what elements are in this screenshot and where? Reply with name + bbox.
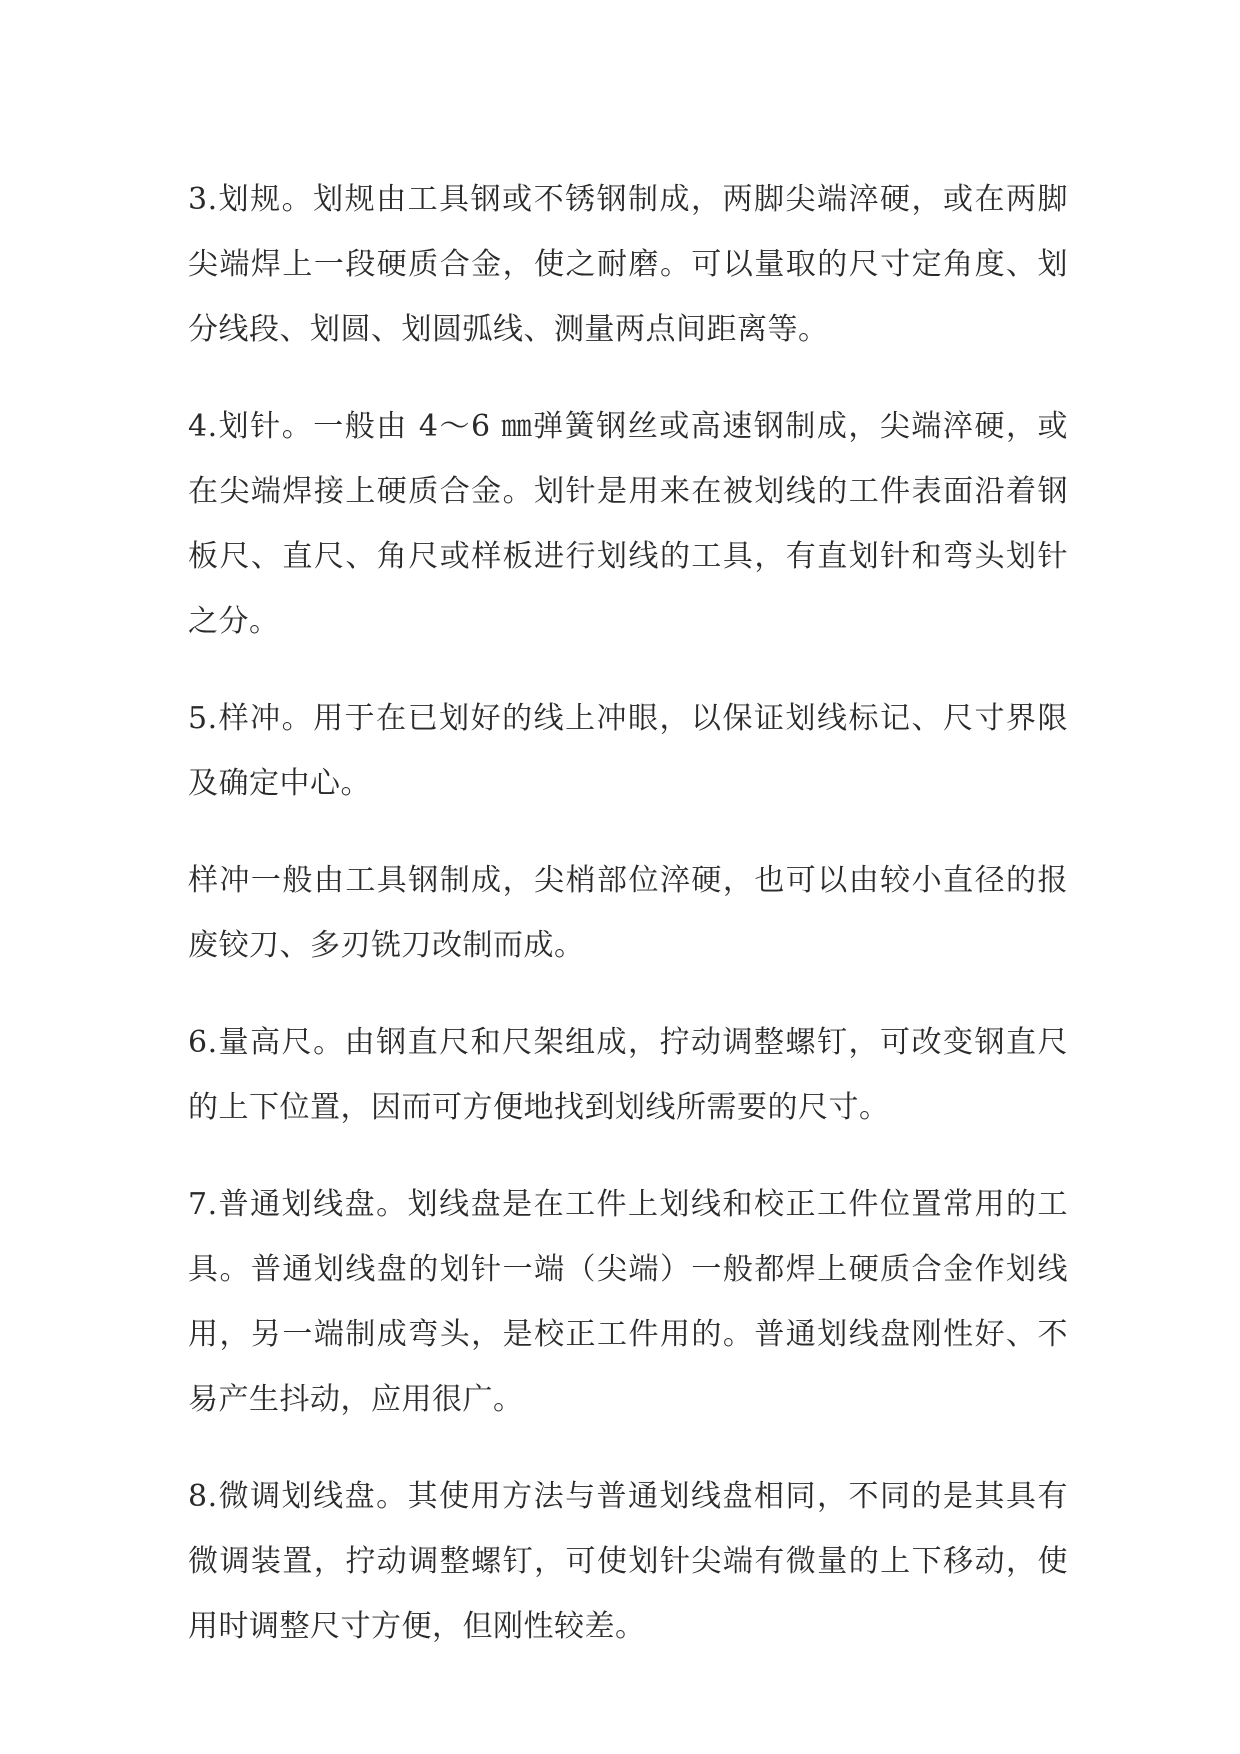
document-body [188,167,1068,1691]
paragraph-divider-compass: 3.划规。划规由工具钢或不锈钢制成，两脚尖端淬硬，或在两脚尖端焊上一段硬质合金，使之耐磨。可以量取的尺寸定角度、划分线段、划圆、划圆弧线、测量两点间距离等。 [188,182,1068,347]
paragraph-height-gauge: 6.量高尺。由钢直尺和尺架组成，拧动调整螺钉，可改变钢直尺的上下位置，因而可方便地找到划线所需要的尺寸。 [188,1025,1068,1125]
paragraph-center-punch-material: 样冲一般由工具钢制成，尖梢部位淬硬，也可以由较小直径的报废铰刀、多刃铣刀改制而成。 [188,863,1068,963]
paragraph-surface-gauge: 7.普通划线盘。划线盘是在工件上划线和校正工件位置常用的工具。普通划线盘的划针一端（尖端）一般都焊上硬质合金作划线用，另一端制成弯头，是校正工件用的。普通划线盘刚性好、不易产生抖动，应用很广。 [188,1187,1068,1417]
paragraph-scriber: 4.划针。一般由 4～6 ㎜弹簧钢丝或高速钢制成，尖端淬硬，或在尖端焊接上硬质合金。划针是用来在被划线的工件表面沿着钢板尺、直尺、角尺或样板进行划线的工具，有直划针和弯头划针之分。 [188,409,1068,639]
paragraph-center-punch: 5.样冲。用于在已划好的线上冲眼，以保证划线标记、尺寸界限及确定中心。 [188,701,1068,801]
paragraph-fine-adjust-surface-gauge: 8.微调划线盘。其使用方法与普通划线盘相同，不同的是其具有微调装置，拧动调整螺钉，可使划针尖端有微量的上下移动，使用时调整尺寸方便，但刚性较差。 [188,1479,1068,1644]
